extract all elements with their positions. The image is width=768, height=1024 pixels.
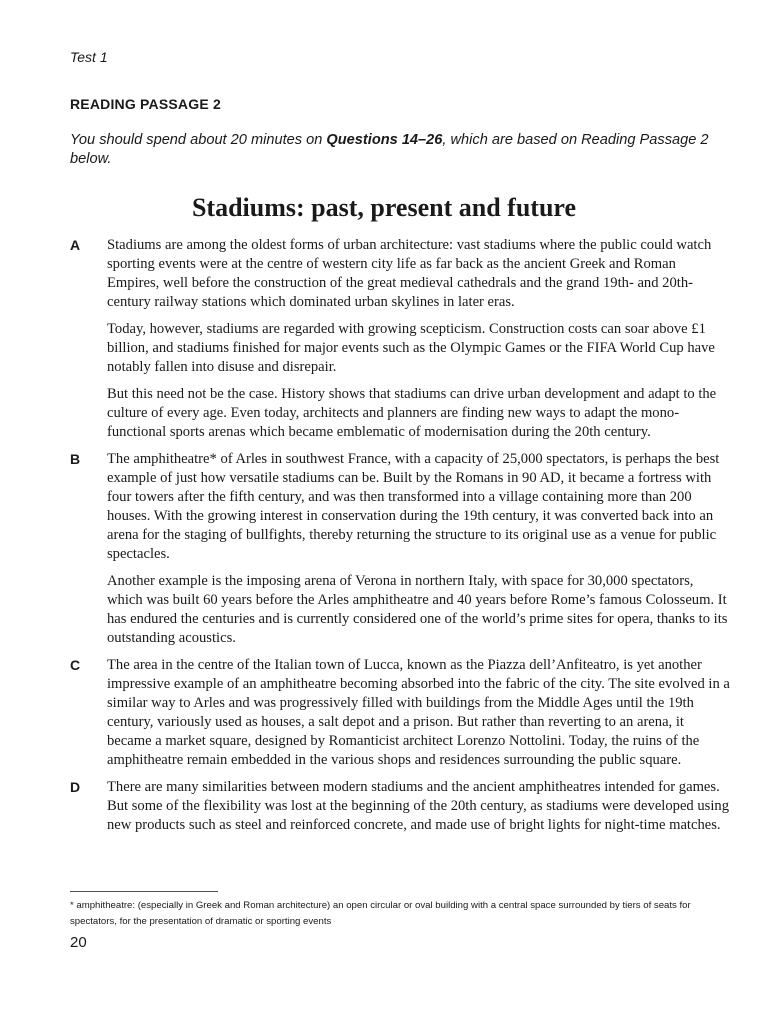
section-c <box>70 656 730 770</box>
test-label: Test 1 <box>70 49 108 65</box>
paragraph: Today, however, stadiums are regarded with growing scepticism. Construction costs can soar above £1 billion, and stadiums finished for major events such as the Olympic Games or the FIFA World Cup have notably fallen into disuse and disrepair. <box>107 321 715 375</box>
instructions <box>70 131 730 169</box>
paragraph: Stadiums are among the oldest forms of urban architecture: vast stadiums where the public could watch sporting events were at the centre of western city life as far back as the ancient Greek and Roman Empires, well before the construction of the great medieval cathedrals and the grand 19th- and 20th-century railway stations which dominated urban skylines in later eras. <box>107 237 712 310</box>
section-d <box>70 778 730 835</box>
section-a <box>70 236 730 442</box>
page-number: 20 <box>70 934 87 951</box>
section-letter: C <box>70 657 81 673</box>
paragraph: There are many similarities between modern stadiums and the ancient amphitheatres intended for games. But some of the flexibility was lost at the beginning of the 20th century, as stadiums were developed using new products such as steel and reinforced concrete, and made use of bright lights for night-time matches. <box>107 779 730 833</box>
footnote: * amphitheatre: (especially in Greek and Roman architecture) an open circular or oval building with a central space surrounded by tiers of seats for spectators, for the presentation of dramatic or sporting events <box>70 900 691 927</box>
instructions-text: You should spend about 20 minutes on <box>70 132 327 148</box>
section-letter: D <box>70 779 81 795</box>
section-letter: B <box>70 451 81 467</box>
paragraph: Another example is the imposing arena of Verona in northern Italy, with space for 30,000 spectators, which was built 60 years before the Arles amphitheatre and 40 years before Rome’s famous Colosseum. It has endured the centuries and is currently considered one of the world’s prime sites for opera, thanks to its outstanding acoustics. <box>107 573 728 646</box>
footnote-divider <box>70 891 218 892</box>
section-heading: READING PASSAGE 2 <box>70 96 221 112</box>
paragraph: The area in the centre of the Italian town of Lucca, known as the Piazza dell’Anfiteatro, is yet another impressive example of an amphitheatre becoming absorbed into the fabric of the city. The site evolved in a similar way to Arles and was progressively filled with buildings from the Middle Ages until the 19th century, variously used as houses, a salt depot and a prison. But rather than reverting to an arena, it became a market square, designed by Romanticist architect Lorenzo Nottolini. Today, the ruins of the amphitheatre remain embedded in the various shops and residences surrounding the public square. <box>107 657 730 768</box>
passage-title: Stadiums: past, present and future <box>191 193 577 222</box>
passage-body <box>70 236 730 843</box>
section-letter: A <box>70 237 81 253</box>
paragraph: But this need not be the case. History shows that stadiums can drive urban development and adapt to the culture of every age. Even today, architects and planners are finding new ways to adapt the mono-functional sports arenas which became emblematic of modernisation during the 20th century. <box>107 386 717 440</box>
paragraph: The amphitheatre* of Arles in southwest France, with a capacity of 25,000 spectators, is perhaps the best example of just how versatile stadiums can be. Built by the Romans in 90 AD, it became a fortress with four towers after the fifth century, and was then transformed into a village containing more than 200 houses. With the growing interest in conservation during the 19th century, it was converted back into an arena for the staging of bullfights, thereby returning the structure to its original use as a venue for public spectacles. <box>107 451 720 562</box>
instructions-questions: Questions 14–26 <box>326 132 443 148</box>
instructions-text-end: , which are based on Reading Passage 2 below. <box>70 132 709 167</box>
section-b <box>70 450 730 648</box>
